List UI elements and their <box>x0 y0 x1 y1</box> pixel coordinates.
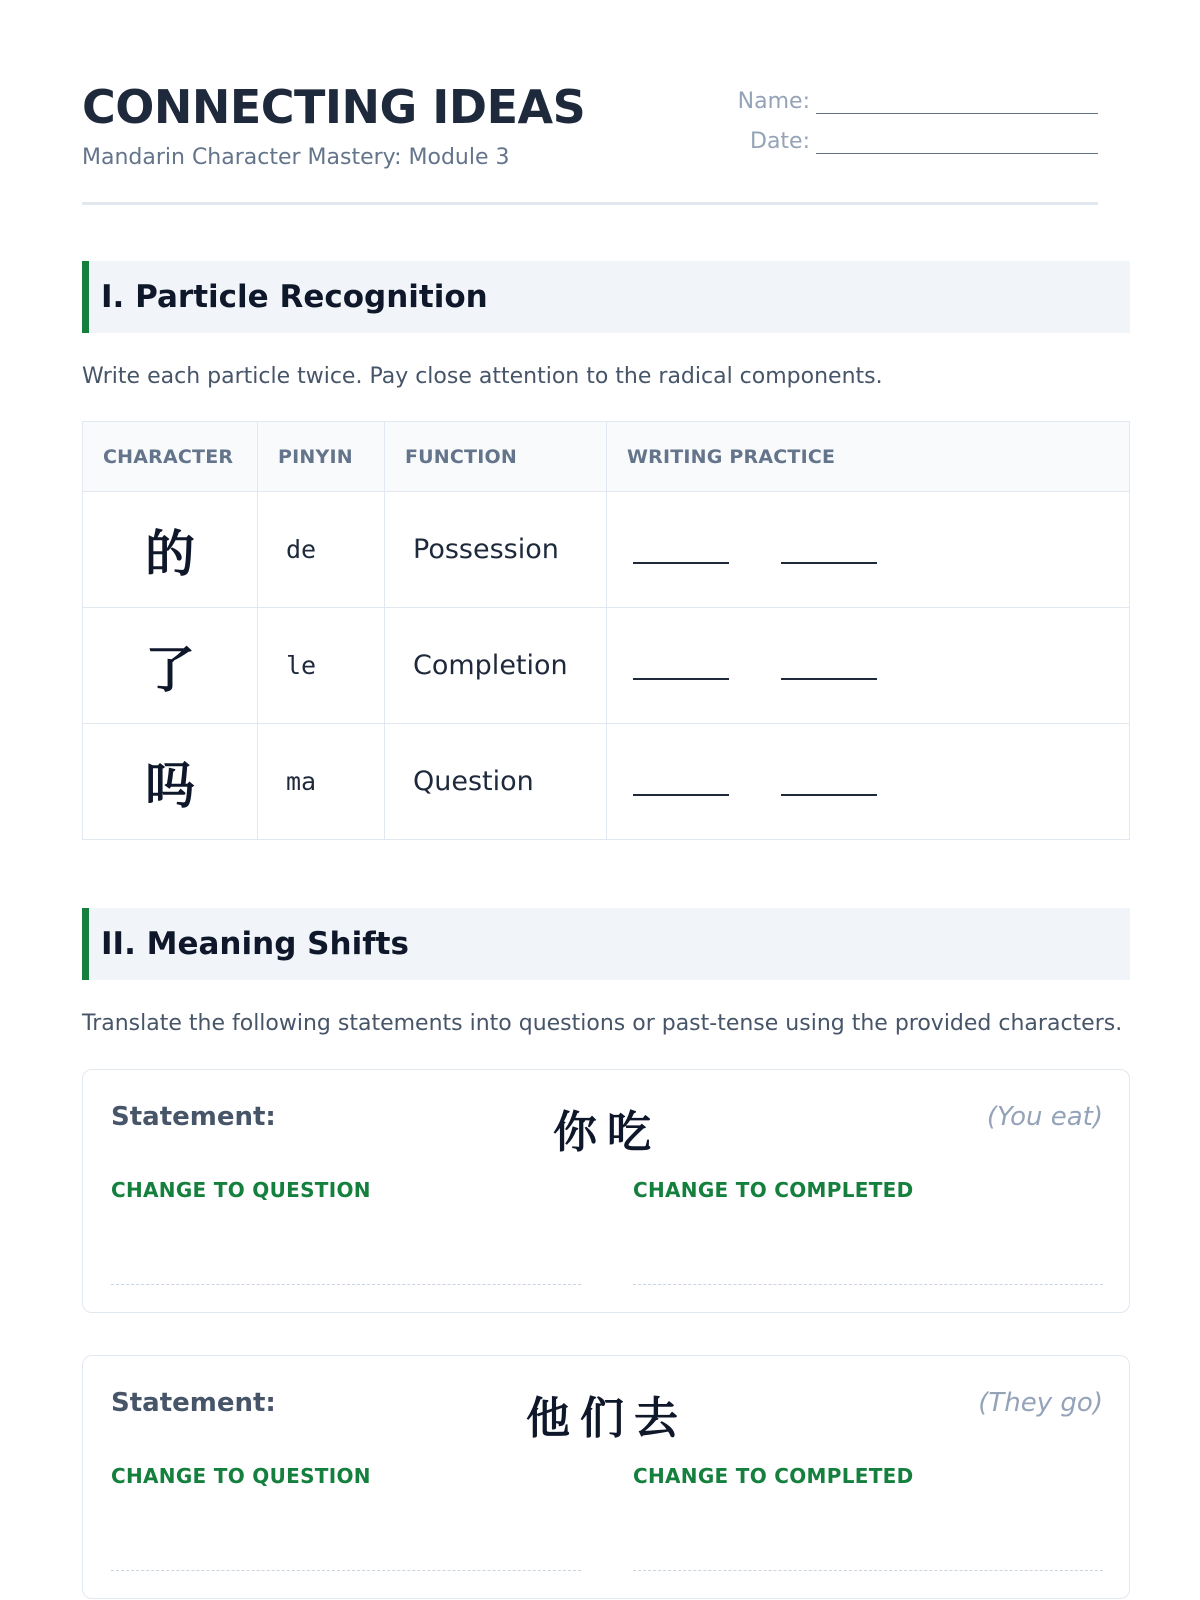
column-header: FUNCTION <box>385 422 607 492</box>
column-header: PINYIN <box>258 422 385 492</box>
section-heading-meaning-shifts <box>82 908 1130 980</box>
function-cell: Question <box>385 724 607 840</box>
worksheet-header <box>82 0 1098 205</box>
question-answer-line[interactable] <box>111 1570 581 1571</box>
section-heading-particle-recognition <box>82 261 1130 333</box>
section-instructions: Translate the following statements into questions or past-tense using the provided characters. <box>82 1011 1123 1036</box>
statement-label: Statement: <box>111 1102 276 1132</box>
pinyin-cell: de <box>258 492 385 608</box>
practice-blank[interactable] <box>633 768 729 796</box>
student-info <box>718 84 1098 164</box>
completed-answer-line[interactable] <box>633 1570 1103 1571</box>
statement-card <box>82 1069 1130 1313</box>
practice-blank[interactable] <box>781 768 877 796</box>
task-question-label: CHANGE TO QUESTION <box>111 1464 371 1488</box>
statement-characters: 你吃 <box>553 1107 661 1158</box>
task-completed-label: CHANGE TO COMPLETED <box>633 1464 914 1488</box>
statement-label: Statement: <box>111 1388 276 1418</box>
pinyin-cell: ma <box>258 724 385 840</box>
date-label: Date: <box>750 129 810 154</box>
date-field[interactable] <box>816 133 1098 154</box>
section-title: II. Meaning Shifts <box>101 926 409 962</box>
character-cell: 了 <box>83 608 258 724</box>
writing-practice-cell <box>607 608 1130 724</box>
task-question-label: CHANGE TO QUESTION <box>111 1178 371 1202</box>
particle-table <box>82 421 1130 840</box>
question-answer-line[interactable] <box>111 1284 581 1285</box>
table-row <box>83 608 1130 724</box>
name-label: Name: <box>737 89 810 114</box>
date-row <box>718 124 1098 154</box>
function-cell: Possession <box>385 492 607 608</box>
task-completed-label: CHANGE TO COMPLETED <box>633 1178 914 1202</box>
statement-translation: (You eat) <box>986 1102 1103 1132</box>
table-row <box>83 492 1130 608</box>
name-field[interactable] <box>816 93 1098 114</box>
writing-practice-cell <box>607 724 1130 840</box>
character-cell: 吗 <box>83 724 258 840</box>
pinyin-cell: le <box>258 608 385 724</box>
statement-card <box>82 1355 1130 1599</box>
writing-practice-cell <box>607 492 1130 608</box>
table-row <box>83 724 1130 840</box>
table-header-row <box>83 422 1130 492</box>
name-row <box>718 84 1098 114</box>
page-subtitle: Mandarin Character Mastery: Module 3 <box>82 145 510 170</box>
practice-blank[interactable] <box>633 652 729 680</box>
practice-blank[interactable] <box>781 652 877 680</box>
completed-answer-line[interactable] <box>633 1284 1103 1285</box>
section-instructions: Write each particle twice. Pay close attention to the radical components. <box>82 364 883 389</box>
function-cell: Completion <box>385 608 607 724</box>
practice-blank[interactable] <box>781 536 877 564</box>
section-title: I. Particle Recognition <box>101 279 488 315</box>
column-header: CHARACTER <box>83 422 258 492</box>
column-header: WRITING PRACTICE <box>607 422 1130 492</box>
character-cell: 的 <box>83 492 258 608</box>
statement-characters: 他们去 <box>526 1393 688 1444</box>
practice-blank[interactable] <box>633 536 729 564</box>
page-title: CONNECTING IDEAS <box>82 80 586 134</box>
statement-translation: (They go) <box>978 1388 1103 1418</box>
